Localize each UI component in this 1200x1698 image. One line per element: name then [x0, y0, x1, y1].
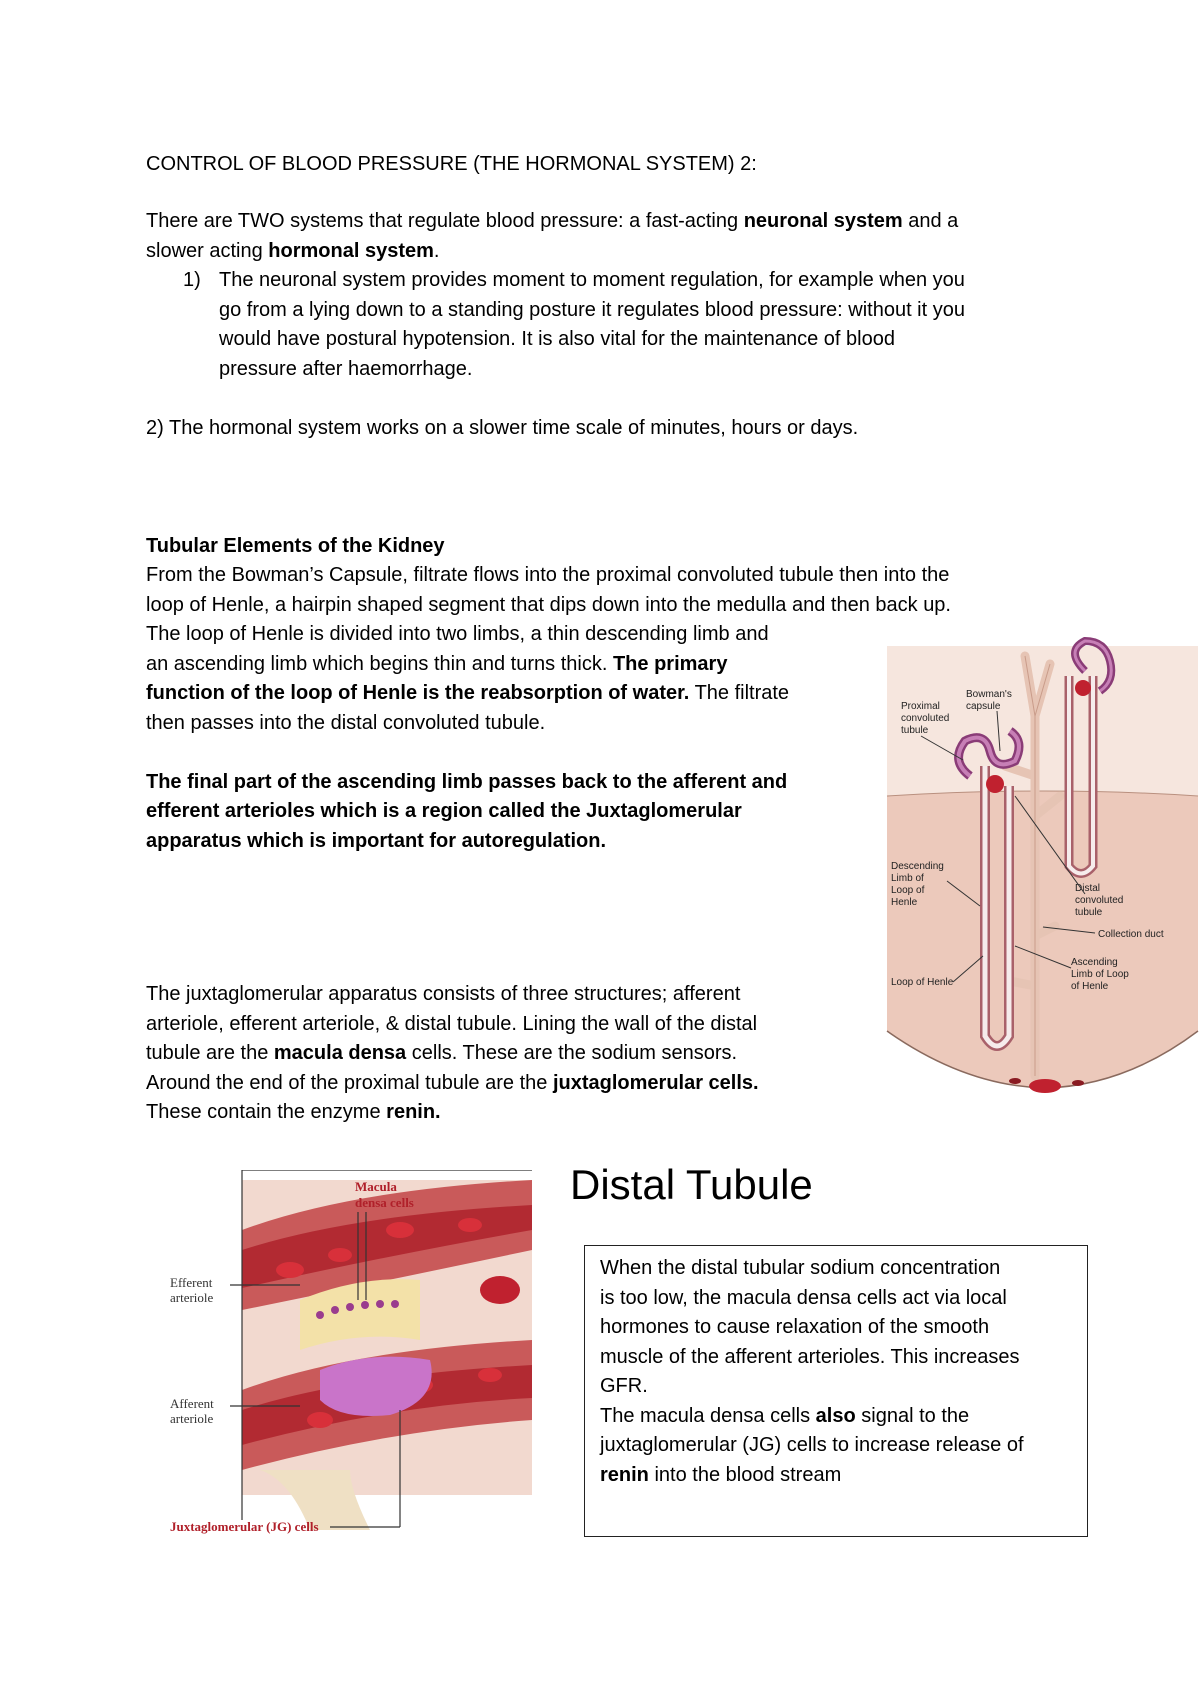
list-item-1-line: go from a lying down to a standing posture it regulates blood pressure: without it you [219, 299, 965, 321]
label-afferent: arteriole [170, 1411, 214, 1426]
list-item-1-line: The neuronal system provides moment to moment regulation, for example when you [219, 269, 965, 291]
tubular-line: loop of Henle, a hairpin shaped segment that dips down into the medulla and then back up. [146, 594, 951, 616]
juxta-line: The juxtaglomerular apparatus consists of three structures; afferent [146, 983, 741, 1005]
tubular-bold-line: The final part of the ascending limb passes back to the afferent and [146, 771, 788, 793]
tubular-line: The loop of Henle is divided into two limbs, a thin descending limb and [146, 623, 769, 645]
distal-box-line: juxtaglomerular (JG) cells to increase release of [600, 1434, 1024, 1456]
intro-line-2: slower acting hormonal system. [146, 240, 440, 262]
tubular-line: then passes into the distal convoluted tubule. [146, 712, 546, 734]
nephron-diagram [885, 636, 1200, 1106]
list-item-2: 2) The hormonal system works on a slower time scale of minutes, hours or days. [146, 417, 859, 439]
distal-tubule-title: Distal Tubule [570, 1161, 813, 1208]
juxta-line: arteriole, efferent arteriole, & distal tubule. Lining the wall of the distal [146, 1013, 758, 1035]
distal-box-line: When the distal tubular sodium concentration [600, 1257, 1001, 1279]
tubular-bold-line: efferent arterioles which is a region called the Juxtaglomerular [146, 800, 742, 822]
label-bowman: capsule [966, 701, 1001, 712]
jga-diagram [170, 1170, 540, 1540]
tubular-line: function of the loop of Henle is the reabsorption of water. The filtrate [146, 682, 790, 704]
distal-box-line: The macula densa cells also signal to the [600, 1404, 970, 1427]
label-proximal: tubule [901, 725, 929, 736]
label-macula: Macula [355, 1179, 397, 1194]
distal-box-line: GFR. [600, 1375, 648, 1397]
label-collection-duct: Collection duct [1098, 929, 1164, 940]
label-descending: Loop of [891, 885, 925, 896]
label-jg-cells: Juxtaglomerular (JG) cells [170, 1519, 319, 1534]
list-item-1-line: would have postural hypotension. It is also vital for the maintenance of blood [219, 328, 895, 350]
label-afferent: Afferent [170, 1396, 214, 1411]
page-title: CONTROL OF BLOOD PRESSURE (THE HORMONAL SYSTEM) 2: [146, 153, 757, 175]
intro-line-1: There are TWO systems that regulate blood pressure: a fast-acting neuronal system and a [146, 210, 959, 232]
label-ascending: Limb of Loop [1071, 969, 1129, 980]
tubular-bold-line: apparatus which is important for autoregulation. [146, 830, 607, 852]
label-proximal: Proximal [901, 701, 940, 712]
label-efferent: Efferent [170, 1275, 213, 1290]
label-distal: Distal [1075, 883, 1101, 894]
label-distal: convoluted [1075, 895, 1124, 906]
label-distal: tubule [1075, 907, 1103, 918]
label-ascending: Ascending [1071, 957, 1118, 968]
label-macula: densa cells [355, 1195, 414, 1210]
juxta-line: tubule are the macula densa cells. These are the sodium sensors. [146, 1042, 738, 1064]
section-heading-tubular: Tubular Elements of the Kidney [146, 535, 445, 557]
list-item-1-line: pressure after haemorrhage. [219, 358, 473, 380]
label-descending: Henle [891, 897, 918, 908]
label-descending: Descending [891, 861, 944, 872]
juxta-line: Around the end of the proximal tubule are the juxtaglomerular cells. [146, 1072, 759, 1094]
tubular-line: an ascending limb which begins thin and turns thick. The primary [146, 653, 728, 675]
distal-box-line: hormones to cause relaxation of the smooth [600, 1316, 990, 1338]
label-ascending: of Henle [1071, 981, 1109, 992]
label-proximal: convoluted [901, 713, 950, 724]
label-efferent: arteriole [170, 1290, 214, 1305]
label-descending: Limb of [891, 873, 924, 884]
distal-box-line: muscle of the afferent arterioles. This increases [600, 1345, 1020, 1368]
distal-box-line: renin into the blood stream [600, 1463, 842, 1486]
juxta-line: These contain the enzyme renin. [146, 1101, 441, 1123]
tubular-line: From the Bowman’s Capsule, filtrate flows into the proximal convoluted tubule then into the [146, 564, 950, 586]
label-bowman: Bowman's [966, 689, 1012, 700]
distal-tubule-box [584, 1245, 1088, 1537]
label-loop: Loop of Henle [891, 977, 954, 988]
distal-box-line: is too low, the macula densa cells act via local [600, 1286, 1007, 1309]
list-number-1: 1) [183, 269, 201, 291]
